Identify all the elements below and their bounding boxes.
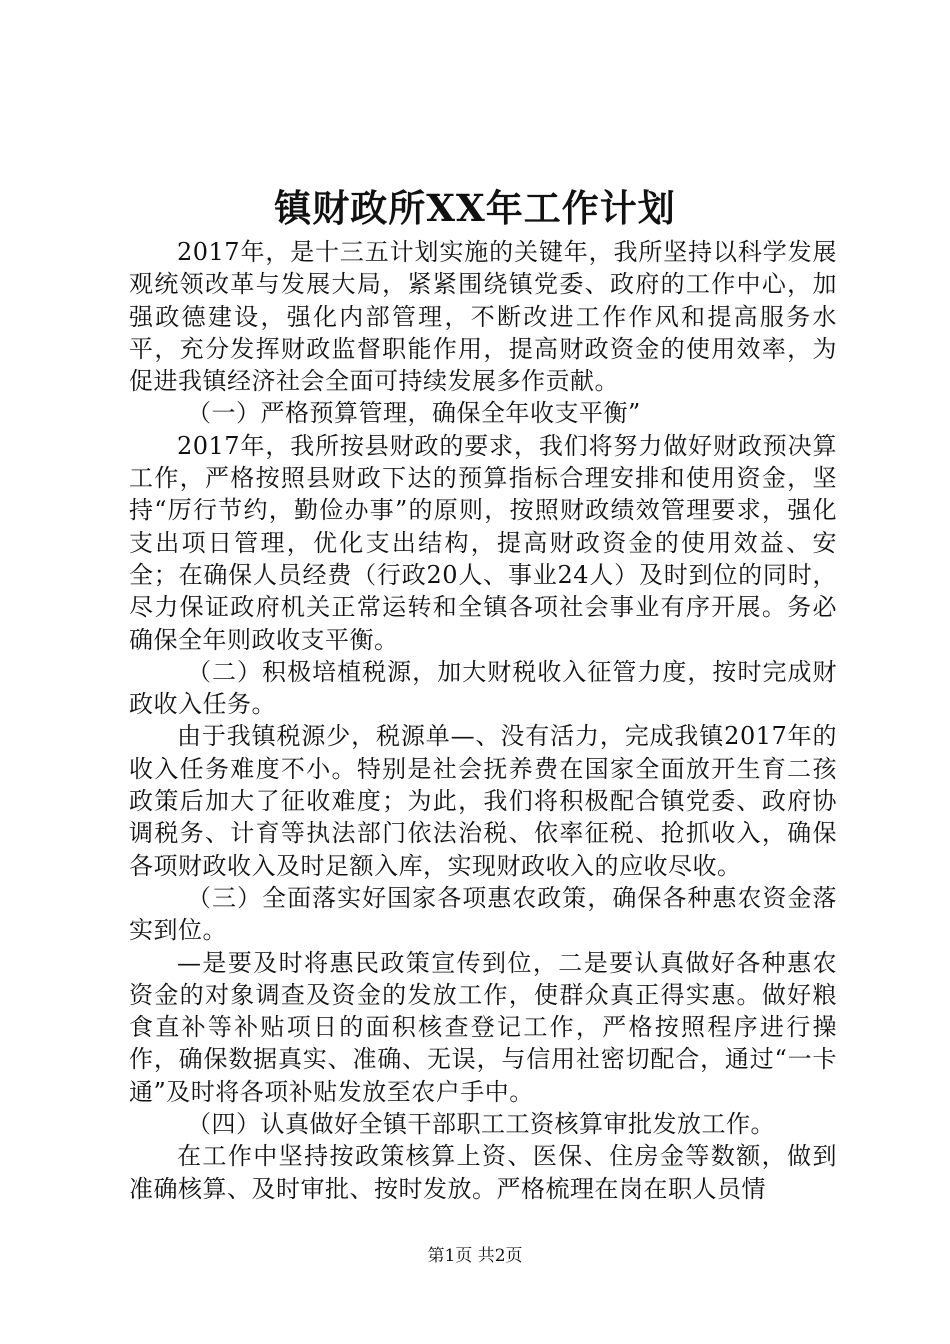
- section-heading-1: （一）严格预算管理，确保全年收支平衡”: [187, 399, 641, 428]
- page-number-footer: 第1页 共2页: [427, 1246, 523, 1266]
- section-heading-2: （二）积极培植税源，加大财税收入征管力度，按时完成财政收入任务。: [129, 657, 837, 719]
- paragraph-budget: 2017年，我所按县财政的要求，我们将努力做好财政预决算工作，严格按照县财政下达的预算指标合理安排和使用资金，坚持“厉行节约，勤俭办事”的原则，按照财政绩效管理要求，强化支出项日管理，优化支出结构，提高财政资金的使用效益、安全；在确保人员经费（行政20人、事业24人）及时到位的同时，尽力保证政府机关正常运转和全镇各项社会事业有序开展。务必确保全年则政收支平衡。: [129, 431, 837, 654]
- section-heading-3: （三）全面落实好国家各项惠农政策，确保各种惠农资金落实到位。: [129, 883, 837, 945]
- paragraph-agri-policy: —是要及时将惠民政策宣传到位，二是要认真做好各种惠农资金的对象调查及资金的发放工作，使群众真正得实惠。做好粮食直补等补贴项日的面积核查登记工作，严格按照程序进行操作，确保数据真实、准确、无误，与信用社密切配合，通过“一卡通”及时将各项补贴发放至农户手中。: [129, 948, 837, 1106]
- paragraph-revenue: 由于我镇税源少，税源单—、没有活力，完成我镇2017年的收入任务难度不小。特别是社会抚养费在国家全面放开生育二孩政策后加大了征收难度；为此，我们将积极配合镇党委、政府协调税务、计育等执法部门依法治税、依率征税、抢抓收入，确保各项财政收入及时足额入库，实现财政收入的应收尽收。: [129, 722, 837, 880]
- document-body: [129, 236, 837, 1205]
- paragraph-salary: 在工作中坚持按政策核算上资、医保、住房金等数额，做到准确核算、及时审批、按时发放。严格梳理在岗在职人员情: [129, 1142, 837, 1203]
- section-heading-4: （四）认真做好全镇干部职工工资核算审批发放工作。: [187, 1110, 775, 1139]
- document-title: 镇财政所XX年工作计划: [274, 186, 676, 230]
- paragraph-intro: 2017年，是十三五计划实施的关键年，我所坚持以科学发展观统领改革与发展大局，紧紧围绕镇党委、政府的工作中心，加强政德建设，强化内部管理，不断改进工作作风和提高服务水平，充分发挥财政监督职能作用，提高财政资金的使用效率，为促进我镇经济社会全面可持续发展多作贡献。: [129, 238, 837, 396]
